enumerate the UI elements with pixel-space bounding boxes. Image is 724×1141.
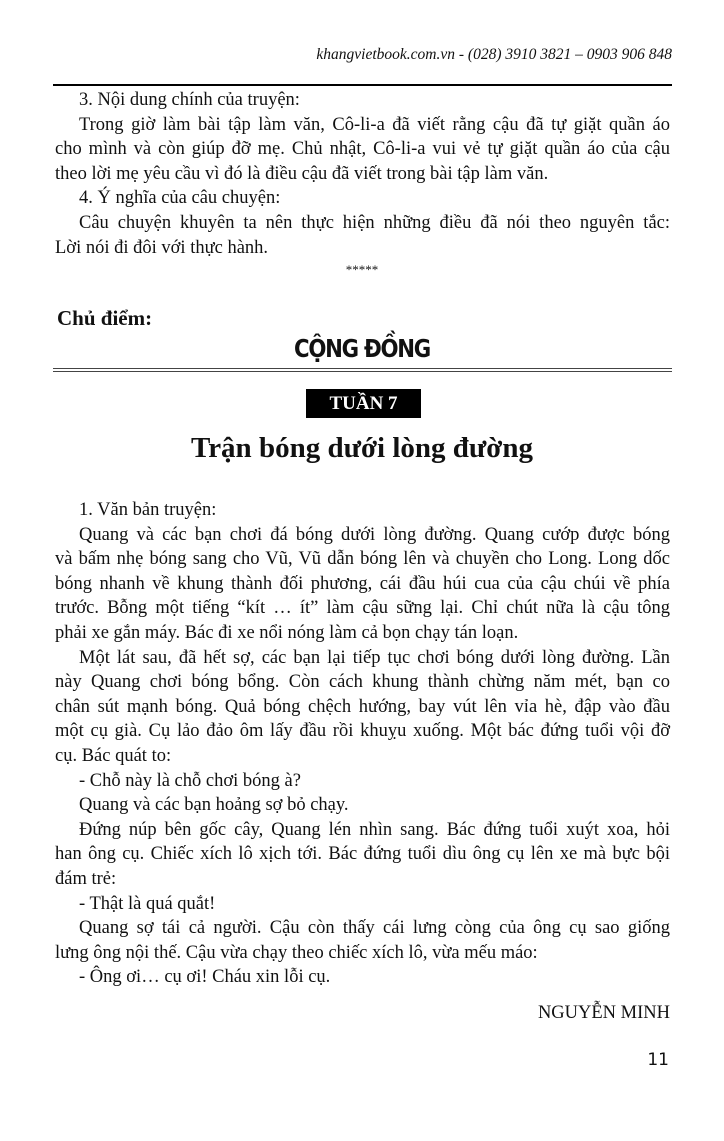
separator: ***** — [345, 262, 379, 277]
text-line: Lời nói đi đôi với thực hành. — [55, 237, 269, 258]
page-header: khangvietbook.com.vn - (028) 3910 3821 – 0903 906 848 — [316, 46, 672, 63]
text-line: Đứng núp bên gốc cây, Quang lén nhìn sang. Bác đứng tuổi xuýt xoa, hỏi — [79, 819, 670, 840]
text-line: này Quang chơi bóng bổng. Còn cách khung thành chừng năm mét, bạn co — [55, 672, 670, 693]
section-paragraph — [55, 211, 670, 260]
text-line: han ông cụ. Chiếc xích lô xịch tới. Bác đứng tuổi dìu ông cụ lên xe mà bực bội — [55, 844, 670, 865]
story-paragraph — [55, 646, 670, 769]
week-badge: TUẦN 7 — [306, 389, 421, 418]
text-line: bóng nhanh về khung thành đối phương, cái đầu húi cua của cậu chúi về phía — [55, 573, 670, 594]
story-paragraph — [55, 793, 670, 818]
story-paragraph — [55, 769, 670, 794]
text-line: trước. Bỗng một tiếng “kít … ít” làm cậu sững lại. Chỉ chút nữa là cậu tông — [55, 598, 670, 619]
text-line: Quang và các bạn hoảng sợ bỏ chạy. — [79, 795, 349, 816]
story-paragraphs — [55, 523, 670, 990]
text-line: cụ. Bác quát to: — [55, 745, 172, 766]
section-paragraph — [55, 113, 670, 187]
text-line: Trong giờ làm bài tập làm văn, Cô-li-a đã viết rằng cậu đã tự giặt quần áo — [79, 114, 670, 135]
story-paragraph — [55, 818, 670, 892]
section-heading: 1. Văn bản truyện: — [79, 500, 217, 520]
text-line: Một lát sau, đã hết sợ, các bạn lại tiếp tục chơi bóng dưới lòng đường. Lần — [79, 647, 670, 668]
story-paragraph — [55, 965, 670, 990]
header-rule — [53, 84, 672, 86]
text-line: - Ông ơi… cụ ơi! Cháu xin lỗi cụ. — [79, 967, 331, 988]
text-line: Quang và các bạn chơi đá bóng dưới lòng đường. Quang cướp được bóng — [79, 524, 670, 545]
text-line: theo lời mẹ yêu cầu vì đó là điều cậu đã viết trong bài tập làm văn. — [55, 163, 549, 184]
story-paragraph — [55, 916, 670, 965]
text-line: lưng ông nội thế. Cậu vừa chạy theo chiếc xích lô, vừa mếu máo: — [55, 942, 538, 963]
text-line: phải xe gắn máy. Bác đi xe nổi nóng làm cả bọn chạy tán loạn. — [55, 622, 519, 643]
text-line: Câu chuyện khuyên ta nên thực hiện những điều đã nói theo nguyên tắc: — [79, 212, 670, 233]
text-line: chân sút mạnh bóng. Quả bóng chệch hướng, bay vút lên vỉa hè, đập vào đầu — [55, 696, 670, 717]
section-main-content — [55, 88, 670, 260]
theme-double-rule — [53, 368, 672, 372]
story-paragraph — [55, 523, 670, 646]
theme-label: Chủ điểm: — [57, 306, 153, 330]
text-line: - Thật là quá quắt! — [79, 893, 216, 914]
text-line: cho mình và còn giúp đỡ mẹ. Chủ nhật, Cô-li-a vui vẻ tự giặt quần áo của cậu — [55, 139, 670, 160]
theme-name: CỘNG ĐỒNG — [294, 334, 430, 363]
story-paragraph — [55, 892, 670, 917]
text-line: - Chỗ này là chỗ chơi bóng à? — [79, 770, 301, 791]
page-number: 11 — [647, 1050, 669, 1070]
section-heading: 3. Nội dung chính của truyện: — [79, 90, 300, 110]
section-heading: 4. Ý nghĩa của câu chuyện: — [79, 188, 281, 209]
story-text — [55, 498, 670, 990]
text-line: và bấm nhẹ bóng sang cho Vũ, Vũ dẫn bóng lên và chuyền cho Long. Long dốc — [55, 549, 670, 570]
author: NGUYỄN MINH — [537, 1003, 670, 1023]
text-line: Quang sợ tái cả người. Cậu còn thấy cái lưng còng của ông cụ sao giống — [79, 918, 670, 939]
story-title: Trận bóng dưới lòng đường — [191, 432, 533, 464]
text-line: một cụ già. Cụ lảo đảo ôm lấy đầu rồi khuỵu xuống. Một bác đứng tuổi vội đỡ — [55, 721, 670, 742]
text-line: đám trẻ: — [55, 868, 117, 889]
